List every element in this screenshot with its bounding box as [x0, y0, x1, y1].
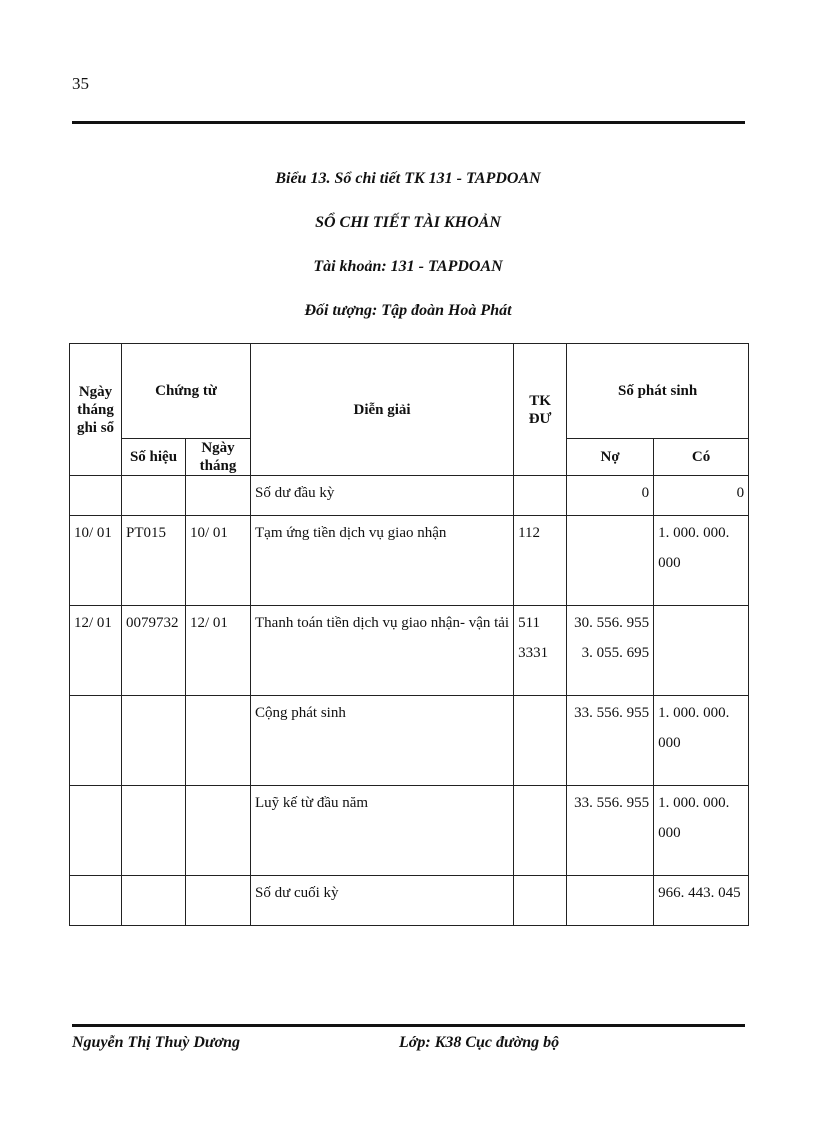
header-account: TK ĐƯ — [514, 344, 567, 476]
header-credit: Có — [654, 439, 749, 476]
cell-voucher-date: 10/ 01 — [186, 516, 251, 606]
header-arising: Số phát sinh — [567, 344, 749, 439]
cell-debit: 33. 556. 955 — [567, 696, 654, 786]
footer-author: Nguyễn Thị Thuỳ Dương — [72, 1034, 240, 1051]
table-row — [70, 476, 749, 516]
cell-date — [70, 696, 122, 786]
table-row — [70, 696, 749, 786]
header-rule — [72, 121, 745, 124]
cell-credit: 1. 000. 000. 000 — [654, 786, 749, 876]
cell-voucher-no — [122, 476, 186, 516]
cell-voucher-no — [122, 696, 186, 786]
ledger-table — [69, 343, 749, 926]
cell-description: Số dư cuối kỳ — [251, 876, 514, 926]
title-block — [0, 168, 816, 344]
cell-description: Luỹ kế từ đầu năm — [251, 786, 514, 876]
cell-date: 10/ 01 — [70, 516, 122, 606]
cell-voucher-no — [122, 876, 186, 926]
cell-voucher-date — [186, 476, 251, 516]
cell-voucher-no: PT015 — [122, 516, 186, 606]
cell-account — [514, 786, 567, 876]
table-row — [70, 606, 749, 696]
account-title: Tài khoản: 131 - TAPDOAN — [313, 258, 503, 275]
cell-account: 511 3331 — [514, 606, 567, 696]
footer-rule — [72, 1024, 745, 1027]
subject-title: Đối tượng: Tập đoàn Hoà Phát — [304, 302, 512, 319]
cell-description: Cộng phát sinh — [251, 696, 514, 786]
header-voucher: Chứng từ — [122, 344, 251, 439]
form-title: Biểu 13. Sổ chi tiết TK 131 - TAPDOAN — [275, 170, 541, 187]
cell-date: 12/ 01 — [70, 606, 122, 696]
cell-date — [70, 876, 122, 926]
header-voucher-date: Ngày tháng — [186, 439, 251, 476]
cell-account — [514, 476, 567, 516]
cell-description: Số dư đầu kỳ — [251, 476, 514, 516]
cell-debit: 0 — [567, 476, 654, 516]
cell-credit: 0 — [654, 476, 749, 516]
table-row — [70, 786, 749, 876]
cell-debit: 30. 556. 955 3. 055. 695 — [567, 606, 654, 696]
cell-account — [514, 876, 567, 926]
cell-date — [70, 476, 122, 516]
cell-voucher-date — [186, 876, 251, 926]
cell-description: Tạm ứng tiền dịch vụ giao nhận — [251, 516, 514, 606]
header-date: Ngày tháng ghi sổ — [70, 344, 122, 476]
cell-date — [70, 786, 122, 876]
footer-class: Lớp: K38 Cục đường bộ — [399, 1034, 560, 1051]
cell-voucher-no — [122, 786, 186, 876]
cell-credit: 966. 443. 045 — [654, 876, 749, 926]
cell-voucher-date: 12/ 01 — [186, 606, 251, 696]
cell-voucher-date — [186, 696, 251, 786]
cell-voucher-date — [186, 786, 251, 876]
page-number: 35 — [72, 74, 89, 93]
cell-credit: 1. 000. 000. 000 — [654, 696, 749, 786]
cell-debit — [567, 516, 654, 606]
cell-debit: 33. 556. 955 — [567, 786, 654, 876]
header-description: Diễn giải — [251, 344, 514, 476]
header-debit: Nợ — [567, 439, 654, 476]
table-row — [70, 516, 749, 606]
cell-account — [514, 696, 567, 786]
cell-description: Thanh toán tiền dịch vụ giao nhận- vận tải — [251, 606, 514, 696]
cell-debit — [567, 876, 654, 926]
ledger-title: SỔ CHI TIẾT TÀI KHOẢN — [315, 214, 501, 231]
header-voucher-no: Số hiệu — [122, 439, 186, 476]
cell-voucher-no: 0079732 — [122, 606, 186, 696]
cell-account: 112 — [514, 516, 567, 606]
cell-credit: 1. 000. 000. 000 — [654, 516, 749, 606]
cell-credit — [654, 606, 749, 696]
table-row — [70, 876, 749, 926]
